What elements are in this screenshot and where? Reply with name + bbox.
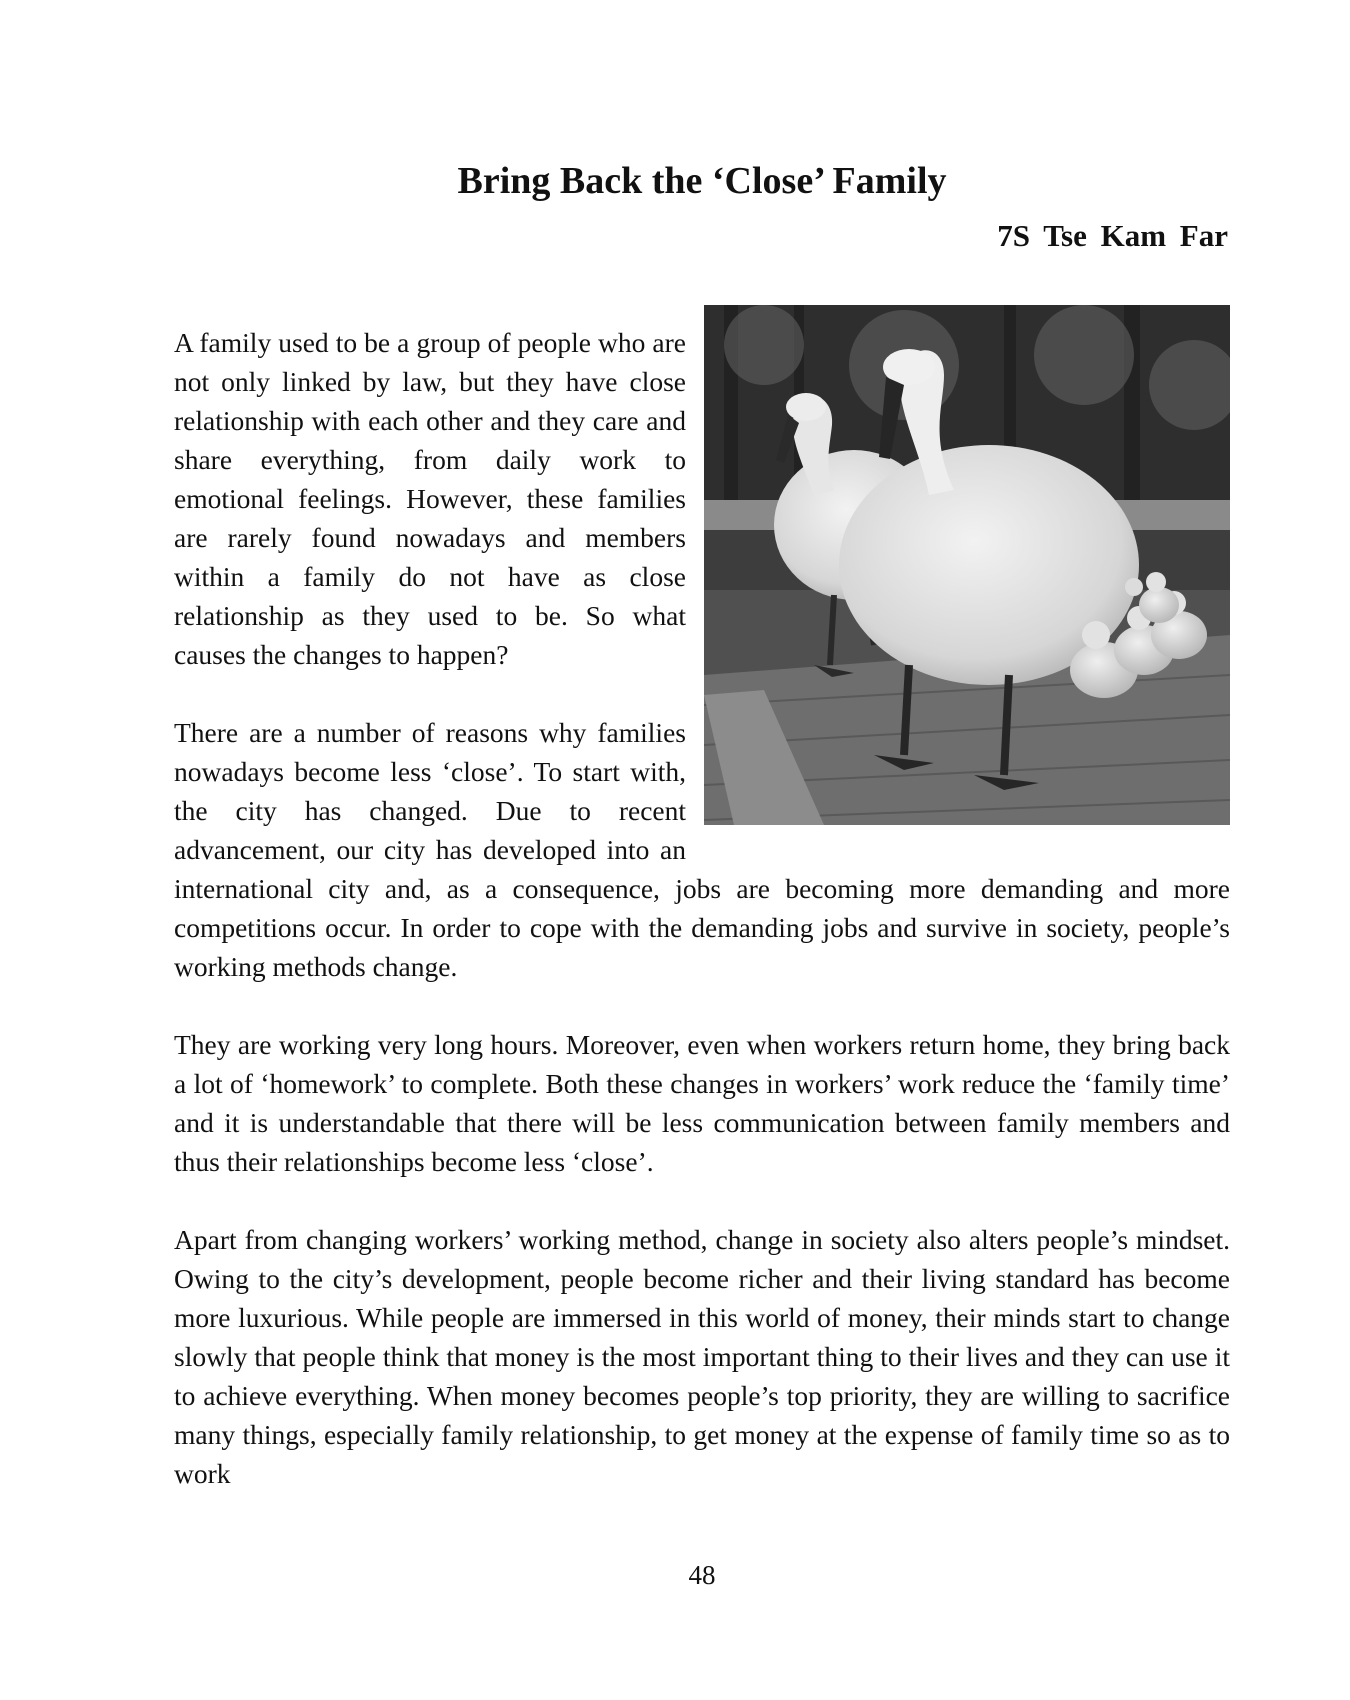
paragraph-3: They are working very long hours. Moreover, even when workers return home, they bring back a lot of ‘homework’ to complete. Both these changes in workers’ work reduce the ‘family time’ and it is understandable that there will be less communication between family members and thus their relationships become less ‘close’. bbox=[174, 1029, 1230, 1177]
paragraph-1: A family used to be a group of people who are not only linked by law, but they have close relationship with each other and they care and share everything, from daily work to emotional feelings. However, these families are rarely found nowadays and members within a family do not have as close relationship as they used to be. So what causes the changes to happen? bbox=[174, 327, 686, 670]
swan-family-photo bbox=[704, 305, 1230, 825]
paragraph-4: Apart from changing workers’ working method, change in society also alters people’s mindset. Owing to the city’s development, people become richer and their living standard has become more luxurious. While people are immersed in this world of money, their minds start to change slowly that people think that money is the most important thing to their lives and they can use it to achieve everything. When money becomes people’s top priority, they are willing to sacrifice many things, especially family relationship, to get money at the expense of family time so as to work bbox=[174, 1224, 1230, 1489]
swan-family-illustration bbox=[704, 305, 1230, 825]
page-number: 48 bbox=[688, 1560, 716, 1590]
article-body bbox=[174, 323, 1230, 1532]
article-author: 7S Tse Kam Far bbox=[997, 218, 1228, 253]
paragraph-2: There are a number of reasons why families nowadays become less ‘close’. To start with, the city has changed. Due to recent advancement, our city has developed into an international city and, as a consequence, jobs are becoming more demanding and more competitions occur. In order to cope with the demanding jobs and survive in society, people’s working methods change. bbox=[174, 717, 1230, 982]
article-title: Bring Back the ‘Close’ Family bbox=[457, 160, 947, 202]
